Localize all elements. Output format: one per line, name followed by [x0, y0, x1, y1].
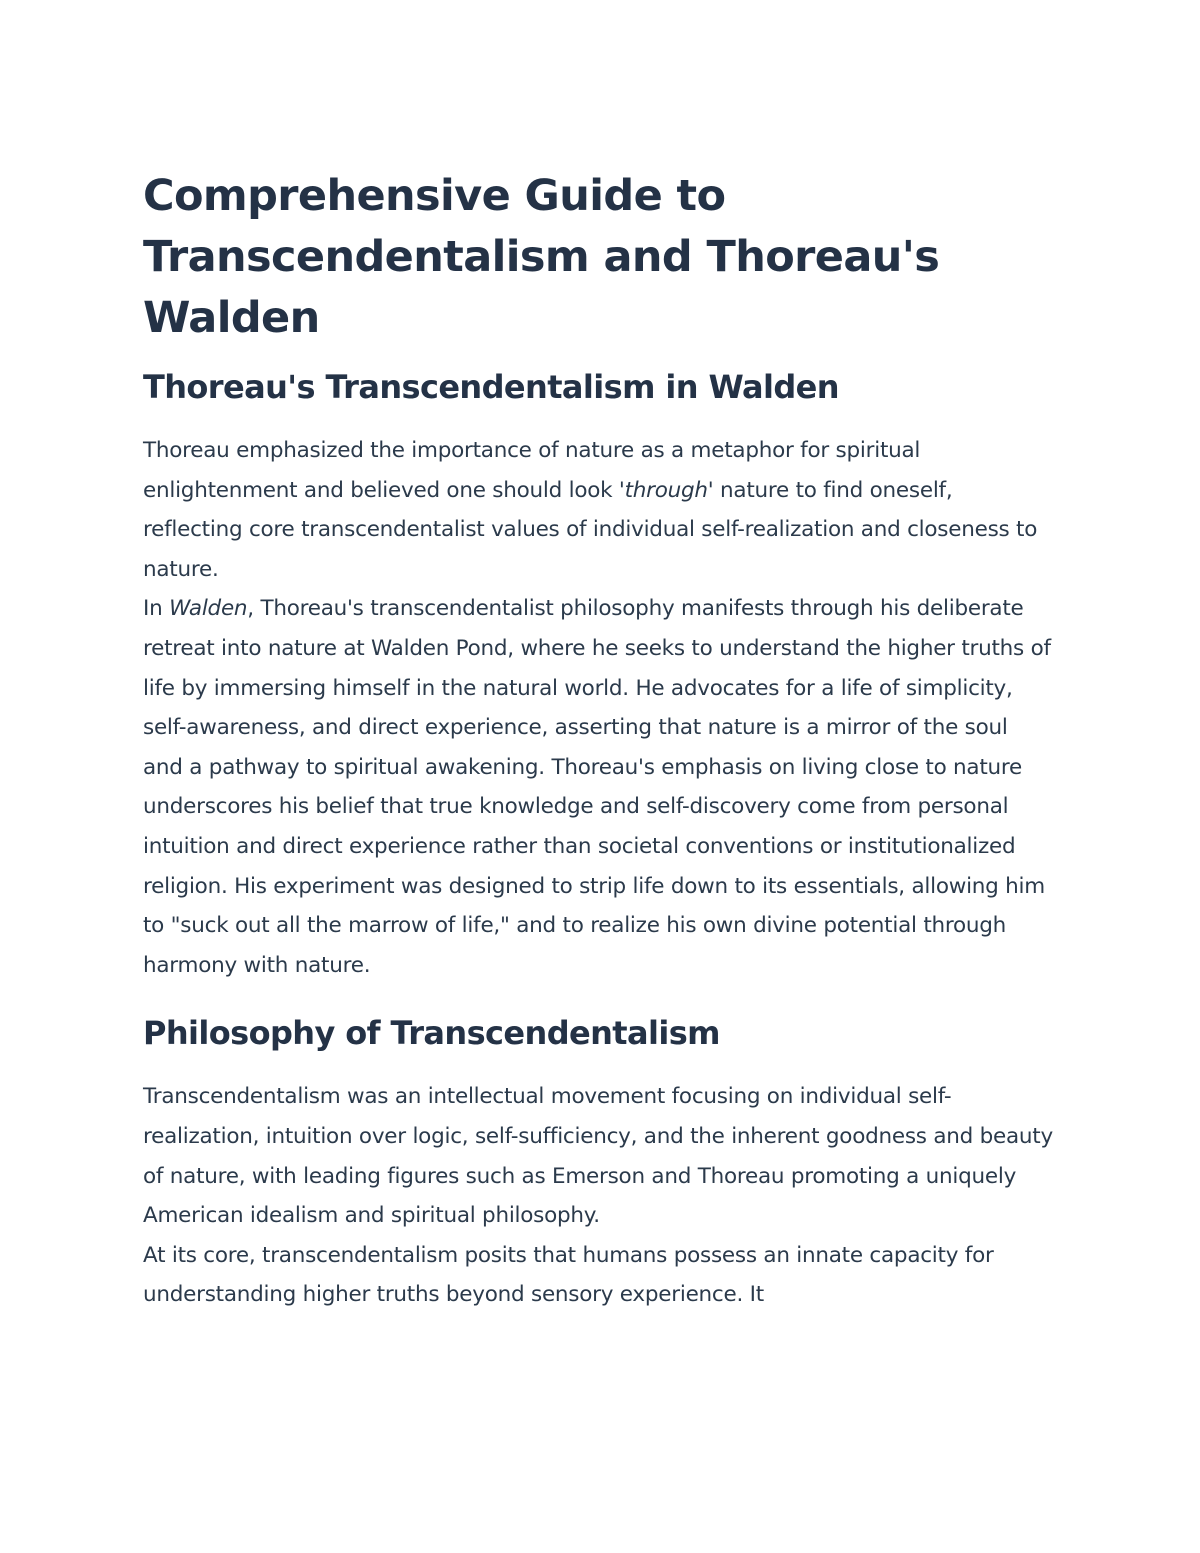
paragraph-nature-metaphor [143, 431, 1053, 589]
paragraph-text: Thoreau emphasized the importance of nature as a metaphor for spiritual enlightenment and believed one should look [143, 438, 921, 503]
emphasis-through: 'through' [618, 477, 714, 503]
section-heading-thoreau: Thoreau's Transcendentalism in Walden [143, 368, 839, 406]
paragraph-text: nature to find oneself, reflecting core transcendentalist values of individual self-realization and closeness to nature. [143, 477, 1038, 582]
document-title: Comprehensive Guide to Transcendentalism and Thoreau's Walden [143, 171, 940, 343]
section-heading-philosophy: Philosophy of Transcendentalism [143, 1014, 720, 1053]
emphasis-walden: Walden [169, 596, 248, 622]
paragraph-movement-overview: Transcendentalism was an intellectual movement focusing on individual self-realization, intuition over logic, self-sufficiency, and the inherent goodness and beauty of nature, with leading figures such as Emerson and Thoreau promoting a uniquely American idealism and spiritual philosophy. [143, 1084, 1053, 1229]
paragraph-text: , Thoreau's transcendentalist philosophy manifests through his deliberate retreat into nature at Walden Pond, where he seeks to understand the higher truths of life by immersing himself in the natural world. He advocates for a life of simplicity, self-awareness, and direct experience, asserting that nature is a mirror of the soul and a pathway to spiritual awakening. Thoreau's emphasis on living close to nature underscores his belief that true knowledge and self-discovery come from personal intuition and direct experience rather than societal conventions or institutionalized religion. His experiment was designed to strip life down to its essentials, allowing him to "suck out all the marrow of life," and to realize his own divine potential through harmony with nature. [143, 596, 1051, 978]
paragraph-walden-philosophy [143, 589, 1053, 985]
document-page [143, 166, 1053, 1315]
paragraph-core-tenets: At its core, transcendentalism posits that humans possess an innate capacity for understanding higher truths beyond sensory experience. It [143, 1242, 994, 1308]
paragraph-text: In [143, 596, 170, 622]
